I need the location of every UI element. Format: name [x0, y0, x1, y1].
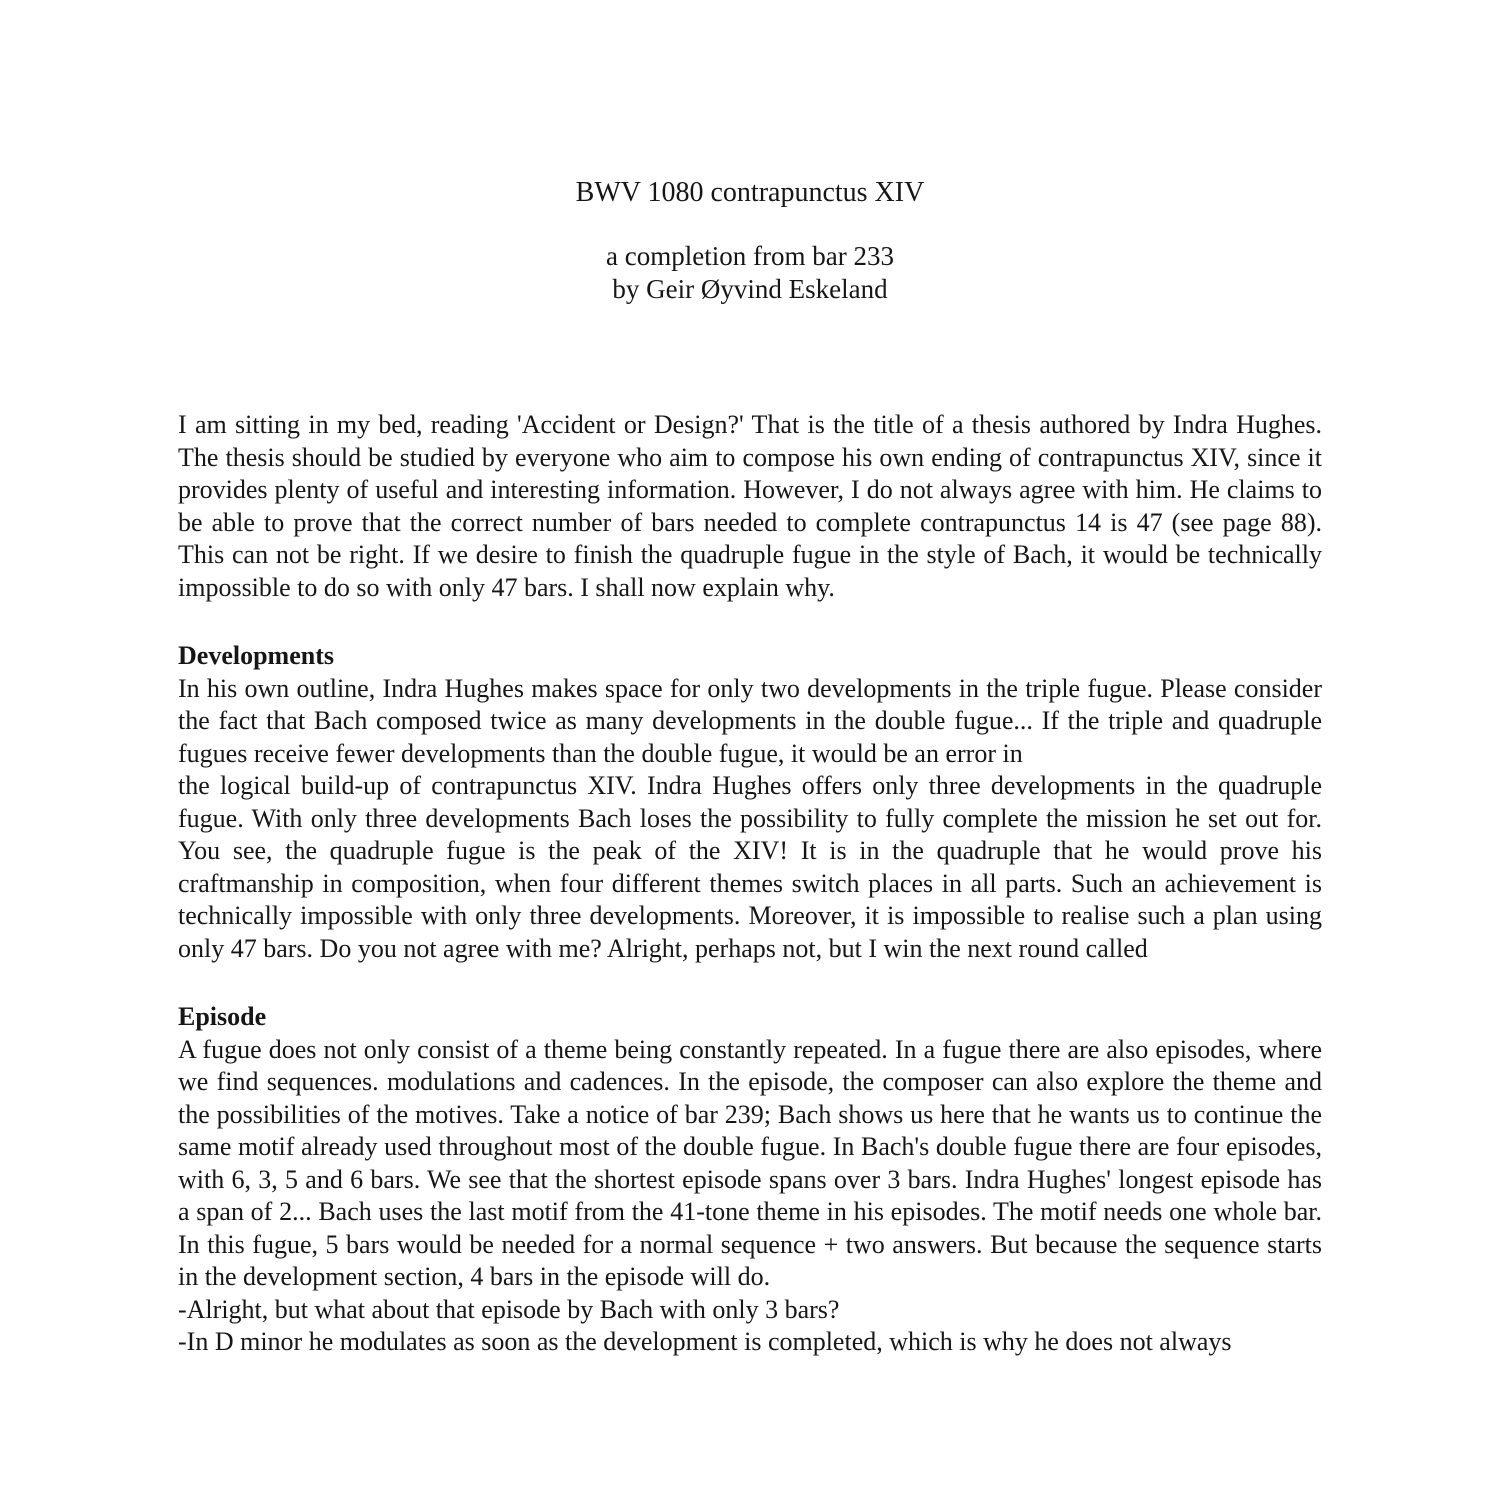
developments-paragraph-1: In his own outline, Indra Hughes makes space for only two developments in the triple fugue. Please consider the fact that Bach composed twice as many developments in the double fugue... If the triple and quadruple fugues receive fewer developments than the double fugue, it would be an error in [178, 673, 1322, 768]
subtitle-block [178, 240, 1322, 306]
document-body [178, 409, 1322, 1359]
episode-dialogue-line-2: -In D minor he modulates as soon as the development is completed, which is why he does not always [178, 1327, 1232, 1356]
document-subtitle: a completion from bar 233 [606, 241, 894, 271]
document-title: BWV 1080 contrapunctus XIV [575, 177, 925, 208]
episode-paragraph-1: A fugue does not only consist of a theme being constantly repeated. In a fugue there are also episodes, where we find sequences. modulations and cadences. In the episode, the composer can also explore the theme and the possibilities of the motives. Take a notice of bar 239; Bach shows us here that he wants us to continue the same motif already used throughout most of the double fugue. In Bach's double fugue there are four episodes, with 6, 3, 5 and 6 bars. We see that the shortest episode spans over 3 bars. Indra Hughes' longest episode has a span of 2... Bach uses the last motif from the 41-tone theme in his episodes. The motif needs one whole bar. In this fugue, 5 bars would be needed for a normal sequence + two answers. But because the sequence starts in the development section, 4 bars in the episode will do. [178, 1034, 1322, 1291]
section-heading-developments: Developments [178, 641, 334, 670]
document-byline: by Geir Øyvind Eskeland [612, 274, 888, 304]
developments-paragraph-2: the logical build-up of contrapunctus XIV. Indra Hughes offers only three developments in the quadruple fugue. With only three developments Bach loses the possibility to fully complete the mission he set out for. You see, the quadruple fugue is the peak of the XIV! It is in the quadruple that he would prove his craftmanship in composition, when four different themes switch places in all parts. Such an achievement is technically impossible with only three developments. Moreover, it is impossible to realise such a plan using only 47 bars. Do you not agree with me? Alright, perhaps not, but I win the next round called [178, 771, 1322, 963]
episode-dialogue-line-1: -Alright, but what about that episode by Bach with only 3 bars? [178, 1294, 840, 1324]
section-heading-episode: Episode [178, 1002, 267, 1031]
intro-paragraph: I am sitting in my bed, reading 'Accident or Design?' That is the title of a thesis authored by Indra Hughes. The thesis should be studied by everyone who aim to compose his own ending of contrapunctus XIV, since it provides plenty of useful and interesting information. However, I do not always agree with him. He claims to be able to prove that the correct number of bars needed to complete contrapunctus 14 is 47 (see page 88). This can not be right. If we desire to finish the quadruple fugue in the style of Bach, it would be technically impossible to do so with only 47 bars. I shall now explain why. [178, 410, 1322, 602]
